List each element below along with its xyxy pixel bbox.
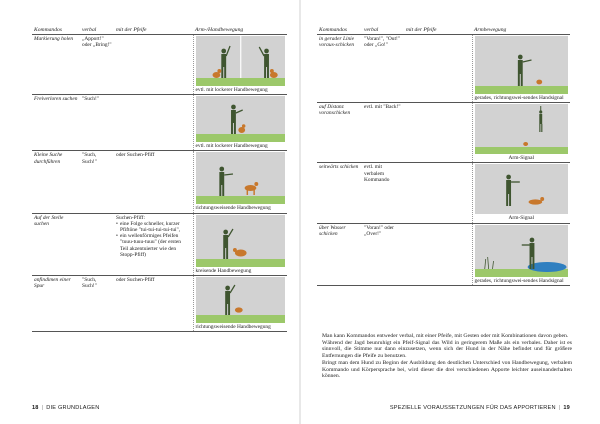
illustration-spot-search (196, 215, 286, 267)
gesture-caption: Arm-Signal (508, 215, 534, 222)
command-label: auf Distanz voranschicken (317, 103, 362, 163)
whistle-cell (404, 163, 472, 223)
illustration-send-straight (475, 36, 569, 94)
gesture-caption: richtungsweisende Handbewegung (195, 205, 271, 212)
command-label: seitwärts schicken (317, 163, 362, 223)
illustration-free-search (196, 96, 286, 142)
verbal-cell: "Such!" (80, 95, 114, 151)
whistle-title: Suchen-Pfiff: (116, 214, 145, 221)
command-label: über Wasser schicken (317, 223, 362, 285)
command-label: Auf der Stelle suchen (32, 213, 80, 275)
illustration-mark-retrieve (196, 36, 286, 86)
paragraph: Man kann Kommandos entweder verbal, mit einer Pfeife, mit Gesten oder mit Kombinationen davon geben. (322, 333, 569, 339)
table-row (32, 275, 287, 331)
command-label: in gerader Linie voraus-schicken (317, 35, 362, 103)
gesture-caption: gerades, richtungswei-sendes Handsignal (474, 277, 564, 284)
body-text (322, 333, 572, 380)
header-verbal: verbal (362, 26, 404, 35)
whistle-cell (404, 35, 472, 103)
table-row (317, 35, 570, 103)
table-row (317, 223, 570, 285)
table-row (317, 103, 570, 163)
paragraph: Während der Jagd beunruhigt ein Pfeif-Signal das Wild in geringerem Maße als ein verbales. Daher ist es sinnvoll, die Stimme nur dann einzusetzen, wenn sich der Hund in der Nähe befindet und für größere Entfernungen die Pfeife zu benutzen. (322, 339, 572, 360)
whistle-cell (404, 223, 472, 285)
list-item: • ein wellenförmiges Pfeifen "tuuu-tuuu-tuuu" (der ersten Teil akzentuierter wie den Stopp-Pfiff) (116, 233, 191, 258)
header-handbewegung: Arm-/Handbewegung (193, 26, 287, 35)
illustration-track-search (196, 277, 286, 323)
whistle-cell: oder Suchen-Pfiff (114, 151, 193, 213)
footer-separator: | (41, 405, 44, 411)
whistle-cell (114, 213, 193, 275)
whistle-cell (114, 95, 193, 151)
gesture-caption: evtl. mit lockerer Handbewegung (195, 87, 268, 93)
table-header-row (317, 26, 570, 35)
illustration-small-search (196, 152, 286, 204)
table-row (32, 95, 287, 151)
verbal-cell: "Such, Such!" (80, 151, 114, 213)
footer-left (32, 405, 99, 411)
table-row (32, 151, 287, 213)
list-item: • eine Folge schneller, kurzer Pfiftöne "tui-tui-tui-tui-tui", (116, 221, 191, 233)
whistle-list (116, 221, 191, 258)
header-kommandos: Kommandos (32, 26, 80, 35)
book-gutter (299, 0, 301, 424)
gesture-caption: kreisende Handbewegung (195, 267, 252, 274)
header-pfeife: mit der Pfeife (114, 26, 193, 35)
footer-separator: | (558, 405, 561, 411)
paragraph: Bringt man dem Hund zu Beginn der Ausbildung den deutlichen Unterschied von Handbewegung, verbalem Kommando und Körpersprache bei, wird dieser die drei verschiedenen Apporte leichter auseinanderhalten können. (322, 359, 572, 380)
table-row (317, 163, 570, 223)
footer-right (390, 405, 570, 411)
gesture-caption: evtl. mit lockerer Handbewegung (195, 143, 268, 150)
verbal-cell: "Such, Such!" (80, 275, 114, 331)
command-label: Kleine Suche durchführen (32, 151, 80, 213)
whistle-cell: oder Suchen-Pfiff (114, 275, 193, 331)
right-command-table (317, 26, 570, 286)
verbal-cell: „Apport!" oder „Bring!" (80, 35, 114, 95)
whistle-cell (114, 35, 193, 95)
illustration-send-sideways (475, 164, 569, 214)
illustration-send-over-water (475, 225, 569, 277)
whistle-cell (404, 103, 472, 163)
page-number: 18 (32, 405, 39, 411)
header-verbal: verbal (80, 26, 114, 35)
header-kommandos: Kommandos (317, 26, 362, 35)
table-header-row (32, 26, 287, 35)
table-row (32, 35, 287, 95)
section-title: SPEZIELLE VORAUSSETZUNGEN FÜR DAS APPORTIEREN (389, 405, 556, 411)
section-title: DIE GRUNDLAGEN (46, 405, 100, 411)
gesture-caption: richtungsweisende Handbewegung (195, 323, 271, 330)
gesture-caption: Arm-Signal (508, 155, 534, 162)
illustration-send-distance (475, 104, 569, 154)
table-row (32, 213, 287, 275)
command-label: anfindimen einer Spur (32, 275, 80, 331)
verbal-cell: evtl. mit verbalem Kommando (362, 163, 404, 223)
page-number: 19 (563, 405, 570, 411)
command-label: Markierung holen (32, 35, 80, 95)
header-armbewegung: Armbewegung (472, 26, 570, 35)
command-label: Freiverloren suchen (32, 95, 80, 151)
verbal-cell: "Voran!" oder „Over!" (362, 223, 404, 285)
gesture-caption: gerades, richtungswei-sendes Handsignal (474, 95, 564, 101)
verbal-cell (80, 213, 114, 275)
header-pfeife: mit der Pfeife (404, 26, 472, 35)
verbal-cell: "Voran!", "Out!" oder „Go!" (362, 35, 404, 103)
left-command-table (32, 26, 287, 332)
verbal-cell: evtl. mit "Back!" (362, 103, 404, 163)
